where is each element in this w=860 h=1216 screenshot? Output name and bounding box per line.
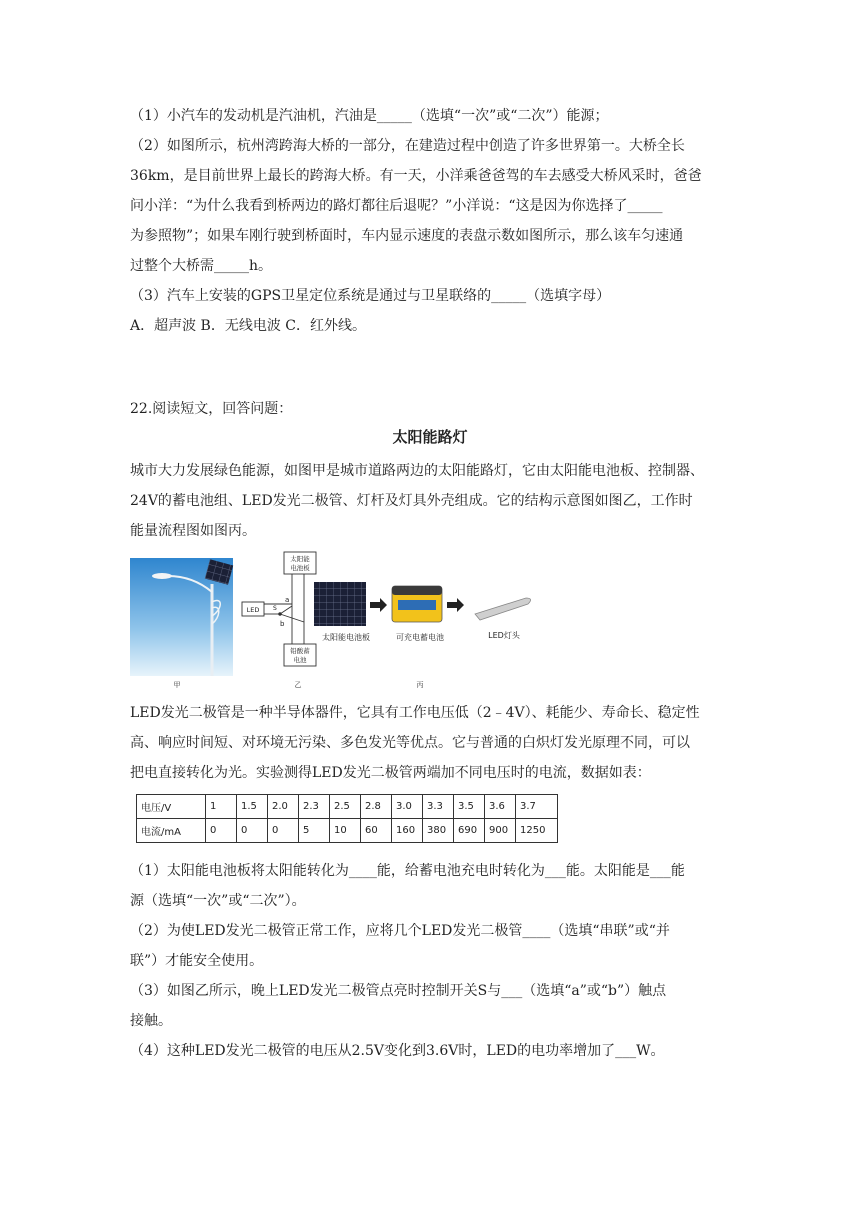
intro-line3: 能量流程图如图丙。 — [130, 523, 256, 539]
switch-b-label: b — [280, 620, 285, 628]
table-cell: 3.7 — [516, 795, 558, 819]
table-cell: 380 — [423, 819, 454, 843]
arrow-icon-2 — [447, 598, 464, 612]
flow-led-label: LED灯头 — [488, 631, 520, 640]
desc-line1: LED发光二极管是一种半导体器件，它具有工作电压低（2﹣4V）、耗能少、寿命长、稳定性 — [130, 705, 700, 721]
table-cell: 0 — [237, 819, 268, 843]
q22-heading: 22.阅读短文，回答问题： — [130, 401, 293, 417]
q22-part3-line2: 接触。 — [130, 1013, 172, 1029]
led-box-label: LED — [246, 606, 260, 614]
q22-part2-line2: 联”）才能安全使用。 — [130, 953, 264, 969]
intro-line1: 城市大力发展绿色能源，如图甲是城市道路两边的太阳能路灯，它由太阳能电池板、控制器、 — [130, 463, 704, 479]
article-title: 太阳能路灯 — [392, 428, 468, 446]
q22-part1-line1: （1）太阳能电池板将太阳能转化为____能，给蓄电池充电时转化为___能。太阳能是___能 — [130, 863, 685, 879]
q21-part2-line1: （2）如图所示，杭州湾跨海大桥的一部分，在建造过程中创造了许多世界第一。大桥全长 — [130, 138, 685, 154]
table-cell: 900 — [485, 819, 516, 843]
flow-panel-label: 太阳能电池板 — [322, 633, 370, 642]
battery-box-label: 铅酸蓄 — [290, 647, 310, 655]
q22-part2-line1: （2）为使LED发光二极管正常工作，应将几个LED发光二极管____（选填“串联”或“并 — [130, 923, 670, 939]
table-row — [137, 819, 558, 843]
caption-bing: 丙 — [416, 681, 424, 689]
arrow-icon — [370, 598, 387, 612]
table-cell: 3.0 — [392, 795, 423, 819]
caption-yi: 乙 — [294, 681, 302, 689]
switch-a-label: a — [285, 596, 290, 604]
table-cell: 3.3 — [423, 795, 454, 819]
table-cell: 2.5 — [330, 795, 361, 819]
switch-s-label: S — [273, 605, 277, 612]
table-cell: 60 — [361, 819, 392, 843]
table-cell: 2.3 — [299, 795, 330, 819]
solar-street-light-figure — [130, 546, 550, 692]
desc-line3: 把电直接转化为光。实验测得LED发光二极管两端加不同电压时的电流，数据如表： — [130, 765, 651, 781]
voltage-current-table — [136, 794, 558, 843]
led-head-image — [475, 598, 531, 620]
battery-box-label-2: 电池 — [293, 656, 307, 664]
table-cell: 160 — [392, 819, 423, 843]
table-cell: 0 — [206, 819, 237, 843]
table-cell: 690 — [454, 819, 485, 843]
q21-part3-line: （3）汽车上安装的GPS卫星定位系统是通过与卫星联络的_____（选填字母） — [130, 288, 611, 304]
intro-line2: 24V的蓄电池组、LED发光二极管、灯杆及灯具外壳组成。它的结构示意图如图乙，工作时 — [130, 493, 693, 509]
q21-part2-line2: 36km，是目前世界上最长的跨海大桥。有一天，小洋乘爸爸驾的车去感受大桥风采时，爸爸 — [130, 168, 702, 184]
solar-panel-box-label-2: 电池板 — [290, 564, 310, 572]
q21-part2-line5: 过整个大桥需_____h。 — [130, 258, 273, 274]
q21-options-line: A．超声波 B．无线电波 C．红外线。 — [130, 318, 367, 334]
solar-panel-box-label: 太阳能 — [290, 555, 310, 563]
table-row — [137, 795, 558, 819]
street-light-photo — [130, 558, 233, 676]
desc-line2: 高、响应时间短、对环境无污染、多色发光等优点。它与普通的白炽灯发光原理不同，可以 — [130, 735, 690, 751]
table-cell: 1250 — [516, 819, 558, 843]
table-cell: 2.8 — [361, 795, 392, 819]
table-cell: 1.5 — [237, 795, 268, 819]
q22-part3-line1: （3）如图乙所示，晚上LED发光二极管点亮时控制开关S与___（选填“a”或“b”）触点 — [130, 983, 667, 999]
q21-part1-line: （1）小汽车的发动机是汽油机，汽油是_____（选填“一次”或“二次”）能源； — [130, 108, 609, 124]
table-cell: 5 — [299, 819, 330, 843]
q22-part1-line2: 源（选填“一次”或“二次”）。 — [130, 893, 306, 909]
energy-flow — [314, 582, 531, 626]
q22-part4-line: （4）这种LED发光二极管的电压从2.5V变化到3.6V时，LED的电功率增加了___W。 — [130, 1043, 665, 1059]
table-cell: 1 — [206, 795, 237, 819]
flow-battery-label: 可充电蓄电池 — [396, 633, 444, 642]
table-header-voltage: 电压/V — [137, 795, 206, 819]
q21-part2-line4: 为参照物”；如果车刚行驶到桥面时，车内显示速度的表盘示数如图所示，那么该车匀速通 — [130, 228, 684, 244]
solar-panel-image — [314, 582, 366, 626]
q21-part2-line3: 问小洋：“为什么我看到桥两边的路灯都往后退呢？”小洋说：“这是因为你选择了_____ — [130, 198, 663, 214]
table-cell: 0 — [268, 819, 299, 843]
table-cell: 2.0 — [268, 795, 299, 819]
caption-jia: 甲 — [173, 681, 181, 689]
table-header-current: 电流/mA — [137, 819, 206, 843]
table-cell: 3.6 — [485, 795, 516, 819]
table-cell: 10 — [330, 819, 361, 843]
table-cell: 3.5 — [454, 795, 485, 819]
